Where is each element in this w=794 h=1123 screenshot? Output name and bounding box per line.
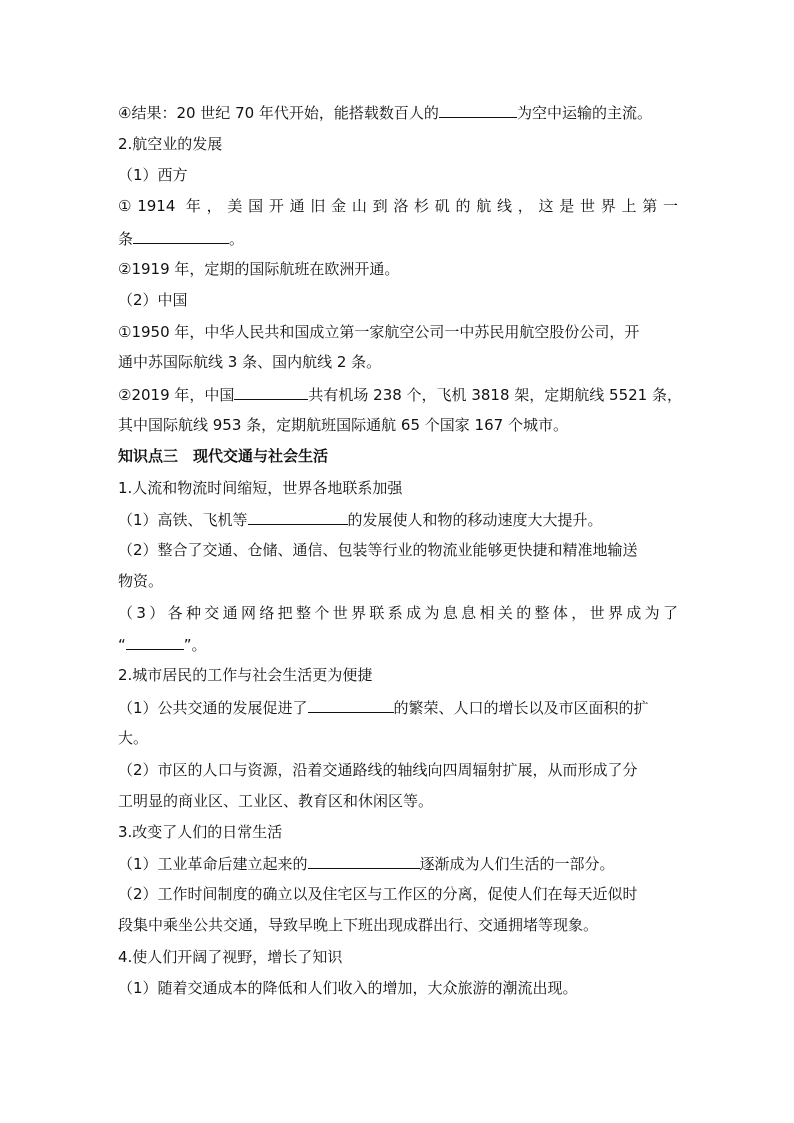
fill-in-blank[interactable]: [126, 634, 184, 650]
text-line: （1）随着交通成本的降低和人们收入的增加，大众旅游的潮流出现。: [118, 979, 578, 997]
text-line: ①1914 年，美国开通旧金山到洛杉矶的航线，这是世界上第一: [118, 197, 678, 215]
text-line: 物资。: [118, 572, 164, 590]
text-line: ②1919 年，定期的国际航班在欧洲开通。: [118, 260, 400, 278]
text-line: [118, 697, 678, 718]
text-line: 通中苏国际航线 3 条、国内航线 2 条。: [118, 353, 382, 371]
text-segment: 的发展使人和物的移动速度大大提升。: [347, 511, 603, 529]
text-line: ①1950 年，中华人民共和国成立第一家航空公司一中苏民用航空股份公司，开: [118, 323, 640, 341]
fill-in-blank[interactable]: [308, 697, 394, 713]
text-line: [118, 384, 682, 405]
fill-in-blank[interactable]: [248, 509, 348, 525]
fill-in-blank[interactable]: [439, 102, 517, 118]
text-segment: 共有机场 238 个，飞机 3818 架，定期航线 5521 条，: [308, 386, 682, 404]
text-line: [118, 102, 678, 123]
text-line: （2）市区的人口与资源，沿着交通路线的轴线向四周辐射扩展，从而形成了分: [118, 761, 638, 779]
text-segment: 。: [229, 230, 245, 248]
text-line: 大。: [118, 729, 149, 747]
text-segment: （1）公共交通的发展促进了: [118, 699, 308, 717]
fill-in-blank[interactable]: [133, 228, 229, 244]
text-line: 段集中乘坐公共交通，导致早晚上下班出现成群出行、交通拥堵等现象。: [118, 916, 599, 934]
fill-in-blank[interactable]: [308, 853, 420, 869]
text-segment: 条: [118, 230, 134, 248]
section-heading: 2.航空业的发展: [118, 135, 223, 153]
fill-in-blank[interactable]: [234, 384, 308, 400]
text-line: （2）整合了交通、仓储、通信、包装等行业的物流业能够更快捷和精准地输送: [118, 541, 638, 559]
text-line: [118, 509, 678, 530]
knowledge-point-heading: 知识点三 现代交通与社会生活: [118, 447, 329, 465]
text-segment: （1）高铁、飞机等: [118, 511, 248, 529]
text-line: 其中国际航线 953 条，定期航班国际通航 65 个国家 167 个城市。: [118, 416, 568, 434]
section-heading: 4.使人们开阔了视野，增长了知识: [118, 948, 343, 966]
text-line: [118, 634, 678, 655]
text-segment: （1）工业革命后建立起来的: [118, 855, 308, 873]
text-line: [118, 228, 678, 249]
section-heading: 2.城市居民的工作与社会生活更为便捷: [118, 666, 373, 684]
text-segment: ②2019 年，中国: [118, 386, 235, 404]
section-heading: 1.人流和物流时间缩短，世界各地联系加强: [118, 479, 403, 497]
subsection-heading: （1）西方: [118, 166, 188, 184]
text-line: [118, 853, 678, 874]
text-segment: “: [118, 636, 126, 654]
section-heading: 3.改变了人们的日常生活: [118, 823, 283, 841]
text-line: 工明显的商业区、工业区、教育区和休闲区等。: [118, 792, 434, 810]
text-segment: ④结果：20 世纪 70 年代开始，能搭载数百人的: [118, 104, 439, 122]
text-line: （2）工作时间制度的确立以及住宅区与工作区的分离，促使人们在每天近似时: [118, 885, 638, 903]
subsection-heading: （2）中国: [118, 291, 188, 309]
text-segment: 为空中运输的主流。: [516, 104, 652, 122]
text-segment: 的繁荣、人口的增长以及市区面积的扩: [393, 699, 649, 717]
text-segment: ”。: [183, 636, 207, 654]
text-segment: 逐渐成为人们生活的一部分。: [419, 855, 615, 873]
text-line: （3）各种交通网络把整个世界联系成为息息相关的整体，世界成为了: [118, 604, 678, 622]
